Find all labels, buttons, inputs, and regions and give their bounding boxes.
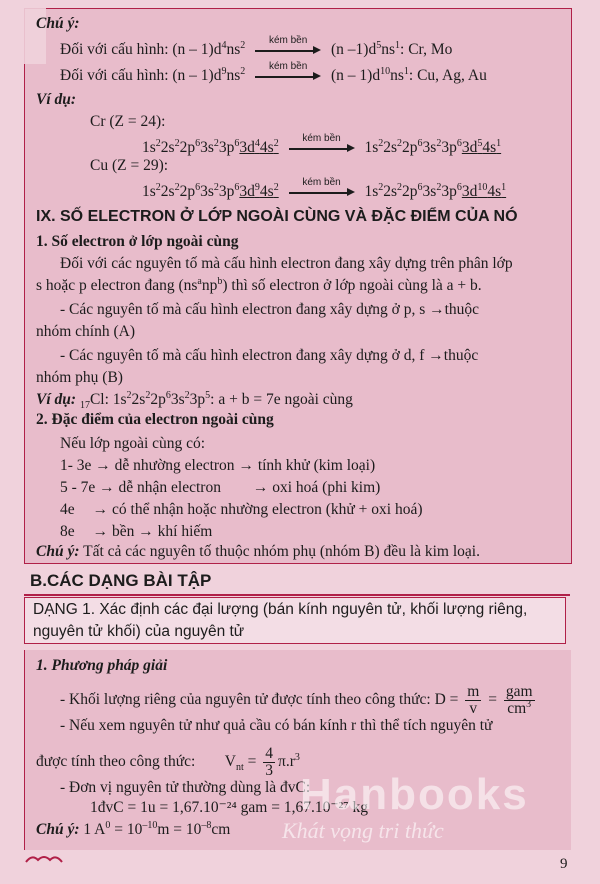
paragraph-line: Đối với các nguyên tố mà cấu hình electron đang xây dựng trên phân lớp — [60, 255, 513, 272]
formula-line: 1đvC = 1u = 1,67.10⁻²⁴ gam = 1,67.10⁻²⁷ kg — [90, 799, 368, 816]
paragraph-line: - Các nguyên tố mà cấu hình electron đang xây dựng ở p, s →thuộc — [60, 301, 480, 318]
note-line: Chú ý: 1 $A^0 = 10^{-10}m = 10^{-8}cm$ — [36, 819, 231, 838]
cr-label: Cr (Z = 24): — [90, 113, 166, 130]
exercise-type-title: DẠNG 1. Xác định các đại lượng (bán kính nguyên tử, khối lượng riêng, nguyên tử khối) của nguyên tử — [33, 601, 528, 640]
note-line: Chú ý: Tất cả các nguyên tố thuộc nhóm phụ (nhóm B) đều là kim loại. — [36, 543, 480, 560]
formula-line: - Khối lượng riêng của nguyên tử được tính theo công thức: D = $\frac{m}{v}$ = $\frac{\text{gam}}{cm^3}$ — [60, 683, 533, 717]
paragraph-line: s hoặc p electron đang $(ns^anp^b)$ thì số electron ở lớp ngoài cùng là a + b. — [36, 275, 482, 294]
watermark-logo: Hanbooks — [300, 770, 529, 819]
formula-line: được tính theo công thức: $V_{nt}$ = $\frac{4}{3}$ $\pi.r^3$ — [36, 745, 300, 779]
stability-arrow: kém bền — [289, 141, 355, 155]
decorative-ornament — [24, 852, 64, 864]
rule-line: 4e → có thể nhận hoặc nhường electron (khử + oxi hoá) — [60, 501, 423, 518]
stability-arrow: kém bền — [255, 69, 321, 83]
cu-config: $1s^22s^22p^63s^23p^63d^94s^2$ kém bền $1s^22s^22p^63s^23p^63d^{10}4s^1$ — [142, 177, 507, 200]
page-number: 9 — [560, 856, 568, 872]
paragraph-line: Nếu lớp ngoài cùng có: — [60, 435, 206, 452]
example-line: Ví dụ: $_{17}$Cl: $1s^22s^22p^63s^23p^5$: a + b = 7e ngoài cùng — [36, 389, 353, 412]
cu-label: Cu (Z = 29): — [90, 157, 169, 174]
rule-line: 1- 3e → dễ nhường electron → tính khử (kim loại) — [60, 457, 376, 474]
stability-arrow: kém bền — [289, 185, 355, 199]
section-heading-b: B.CÁC DẠNG BÀI TẬP — [30, 571, 212, 590]
page-smudge — [22, 4, 46, 64]
subheading-1: 1. Số electron ở lớp ngoài cùng — [36, 233, 239, 250]
paragraph-line: nhóm chính (A) — [36, 323, 136, 340]
paragraph-line: nhóm phụ (B) — [36, 369, 123, 386]
watermark-slogan: Khát vọng tri thức — [282, 818, 444, 843]
section-rule — [24, 594, 570, 596]
section-heading-ix: IX. SỐ ELECTRON Ở LỚP NGOÀI CÙNG VÀ ĐẶC ĐIỂM CỦA NÓ — [36, 208, 518, 225]
config-line-2: Đối với cấu hình: $(n - 1)d^9ns^2$ kém bền $(n - 1)d^{10}ns^1$: Cu, Ag, Au — [60, 61, 487, 84]
cr-config: $1s^22s^22p^63s^23p^63d^44s^2$ kém bền $1s^22s^22p^63s^23p^63d^54s^1$ — [142, 133, 502, 156]
paragraph-line: - Các nguyên tố mà cấu hình electron đang xây dựng ở d, f →thuộc — [60, 347, 479, 364]
subheading-2: 2. Đặc điểm của electron ngoài cùng — [36, 411, 274, 428]
rule-line: 5 - 7e → dễ nhận electron → oxi hoá (phi kim) — [60, 479, 381, 496]
rule-line: 8e → bền → khí hiếm — [60, 523, 213, 540]
example-label: Ví dụ: — [36, 91, 77, 108]
note-label: Chú ý: — [36, 15, 80, 32]
stability-arrow: kém bền — [255, 43, 321, 57]
paragraph-line: - Nếu xem nguyên tử như quả cầu có bán kính r thì thể tích nguyên tử — [60, 717, 493, 734]
paragraph-line: - Đơn vị nguyên tử thường dùng là đvC: — [60, 779, 311, 796]
exercise-type-box — [24, 597, 566, 644]
config-line-1: Đối với cấu hình: $(n - 1)d^4ns^2$ kém bền (n $-1)d^5ns^1$: Cr, Mo — [60, 35, 453, 58]
method-heading: 1. Phương pháp giải — [36, 657, 168, 674]
